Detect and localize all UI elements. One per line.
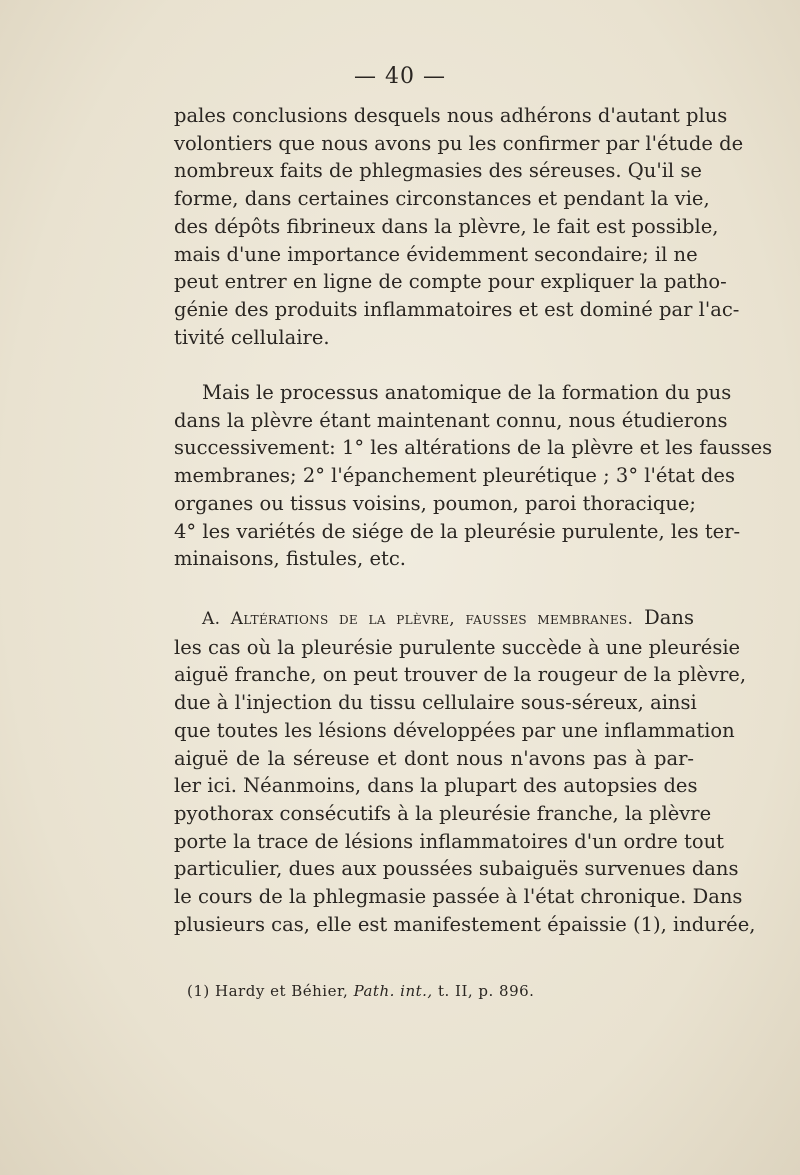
text-line: minaisons, fistules, etc. — [174, 547, 406, 571]
paragraph-1 — [174, 102, 744, 351]
text-line: tivité cellulaire. — [174, 325, 330, 349]
footnote-authors: Hardy et Béhier, — [215, 982, 349, 1000]
text-line: peut entrer en ligne de compte pour expliquer la patho- — [174, 270, 727, 294]
text-line: forme, dans certaines circonstances et pendant la vie, — [174, 187, 710, 211]
text-line: ler ici. Néanmoins, dans la plupart des autopsies des — [174, 774, 698, 798]
text-line: des dépôts fibrineux dans la plèvre, le fait est possible, — [174, 214, 719, 238]
text-line: Mais le processus anatomique de la formation du pus — [202, 381, 732, 404]
text-fragment: Dans — [644, 606, 694, 629]
text-line: plusieurs cas, elle est manifestement épaissie (1), indurée, — [174, 912, 756, 936]
text-line: les cas où la pleurésie purulente succède à une pleurésie — [174, 635, 741, 659]
text-line: génie des produits inflammatoires et est dominé par l'ac- — [174, 297, 740, 321]
text-line: pales conclusions desquels nous adhérons d'autant plus — [174, 104, 728, 127]
paragraph-3 — [174, 604, 756, 938]
text-line: particulier, dues aux poussées subaiguës survenues dans — [174, 857, 739, 881]
text-line: aiguë franche, on peut trouver de la rougeur de la plèvre, — [174, 663, 747, 687]
text-line: dans la plèvre étant maintenant connu, nous étudierons — [174, 408, 728, 432]
text-line: due à l'injection du tissu cellulaire sous-séreux, ainsi — [174, 691, 697, 715]
text-line: organes ou tissus voisins, poumon, paroi thoracique; — [174, 491, 696, 515]
footnote-marker: (1) — [187, 982, 210, 1000]
section-heading-line — [174, 604, 694, 634]
text-line: mais d'une importance évidemment secondaire; il ne — [174, 242, 698, 266]
text-line: nombreux faits de phlegmasies des séreuses. Qu'il se — [174, 159, 702, 183]
text-line: volontiers que nous avons pu les confirmer par l'étude de — [174, 131, 744, 155]
text-line: aiguë de la séreuse et dont nous n'avons pas à par- — [174, 746, 694, 770]
section-heading: A. Altérations de la plèvre, fausses membranes. — [202, 609, 634, 629]
text-line: pyothorax consécutifs à la pleurésie franche, la plèvre — [174, 801, 712, 825]
text-line: 4° les variétés de siége de la pleurésie purulente, les ter- — [174, 519, 741, 543]
footnote-ref: t. II, p. 896. — [437, 982, 535, 1000]
text-line: membranes; 2° l'épanchement pleurétique ; 3° l'état des — [174, 464, 735, 488]
footnote — [187, 982, 707, 1000]
page-number: — 40 — — [354, 64, 446, 89]
text-line: porte la trace de lésions inflammatoires d'un ordre tout — [174, 829, 725, 853]
footnote-title: Path. int., — [353, 982, 433, 1000]
text-line: que toutes les lésions développées par une inflammation — [174, 718, 735, 742]
text-line: successivement: 1° les altérations de la plèvre et les fausses — [174, 436, 773, 460]
text-line: le cours de la phlegmasie passée à l'état chronique. Dans — [174, 885, 743, 909]
paragraph-2 — [174, 379, 773, 573]
